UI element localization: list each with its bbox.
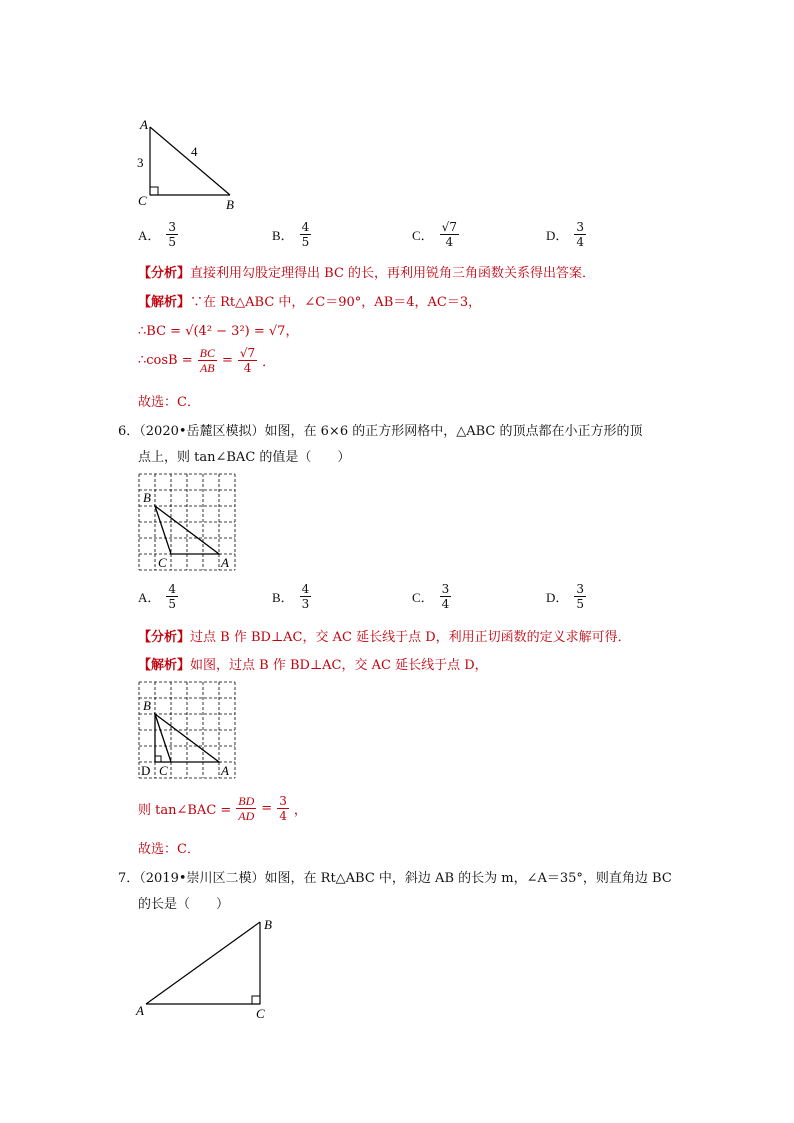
q6-solution-figure	[135, 678, 245, 783]
q5-answer: 故选：C．	[138, 395, 200, 410]
right-angle-mark	[150, 187, 158, 195]
vertex-a-label: A	[221, 555, 229, 570]
q5-solution: 【解析】∵在 Rt△ABC 中，∠C＝90°，AB＝4，AC＝3，	[138, 295, 482, 310]
side-ab	[150, 127, 230, 195]
vertex-a-label: A	[136, 1003, 144, 1018]
q6-option-a[interactable]: A． $\frac{4}{5}$	[138, 582, 177, 611]
vertex-b-label: B	[264, 917, 272, 932]
fraction: $\frac{√7}{4}$	[441, 220, 457, 249]
q5-option-c[interactable]: C． $\frac{√7}{4}$	[412, 220, 457, 249]
side-ab	[146, 922, 260, 1004]
q7-stem-line2: 的长是（ ）	[138, 897, 230, 912]
q5-step1: ∴BC = √(4² − 3²) = √7，	[138, 324, 299, 339]
q6-grid-figure	[135, 470, 245, 575]
vertex-c-label: C	[138, 193, 147, 208]
fraction: $\frac{4}{5}$	[301, 220, 310, 249]
q7-stem-line1: 7．（2019•崇川区二模）如图，在 Rt△ABC 中，斜边 AB 的长为 m，∠A＝35°，则直角边 BC	[118, 871, 672, 886]
q6-stem-line1: 6．（2020•岳麓区模拟）如图，在 6×6 的正方形网格中，△ABC 的顶点都在小正方形的顶	[118, 424, 643, 439]
q6-step: 则 tan∠BAC = $\frac{BD}{AD}$ = $\frac{3}{4}$ ，	[138, 794, 307, 823]
vertex-a-label: A	[140, 117, 148, 132]
q6-option-b[interactable]: B． $\frac{4}{3}$	[272, 582, 310, 611]
vertex-d-label: D	[141, 763, 151, 778]
q5-option-b[interactable]: B． $\frac{4}{5}$	[272, 220, 310, 249]
q7-triangle-figure	[130, 912, 290, 1022]
right-angle-mark	[155, 756, 161, 762]
q6-answer: 故选：C．	[138, 842, 200, 857]
fraction: $\frac{3}{4}$	[441, 582, 450, 611]
side-ac-length: 3	[137, 155, 144, 170]
q5-step2: ∴cosB = $\frac{BC}{AB}$ = $\frac{√7}{4}$ ．	[138, 346, 276, 375]
vertex-c-label: C	[159, 763, 168, 778]
q6-stem-line2: 点上，则 tan∠BAC 的值是（ ）	[138, 450, 351, 465]
fraction: $\frac{3}{5}$	[576, 582, 585, 611]
q5-option-a[interactable]: A． $\frac{3}{5}$	[138, 220, 177, 249]
fraction: $\frac{4}{3}$	[301, 582, 310, 611]
vertex-c-label: C	[158, 555, 167, 570]
q6-option-d[interactable]: D． $\frac{3}{5}$	[546, 582, 585, 611]
fraction: $\frac{4}{5}$	[168, 582, 177, 611]
fraction: $\frac{3}{4}$	[576, 220, 585, 249]
q6-solution: 【解析】如图，过点 B 作 BD⊥AC，交 AC 延长线于点 D，	[138, 658, 488, 673]
side-ab-length: 4	[191, 144, 198, 159]
q5-analysis: 【分析】直接利用勾股定理得出 BC 的长，再利用锐角三角函数关系得出答案．	[138, 266, 596, 281]
vertex-b-label: B	[143, 490, 151, 505]
fraction: $\frac{3}{5}$	[168, 220, 177, 249]
right-angle-mark	[252, 996, 260, 1004]
vertex-a-label: A	[221, 763, 229, 778]
vertex-c-label: C	[256, 1006, 265, 1021]
vertex-b-label: B	[226, 197, 234, 212]
q5-option-d[interactable]: D． $\frac{3}{4}$	[546, 220, 585, 249]
q5-triangle-figure	[130, 115, 260, 215]
vertex-b-label: B	[143, 698, 151, 713]
q6-analysis: 【分析】过点 B 作 BD⊥AC，交 AC 延长线于点 D，利用正切函数的定义求解可得．	[138, 630, 631, 645]
q6-option-c[interactable]: C． $\frac{3}{4}$	[412, 582, 450, 611]
